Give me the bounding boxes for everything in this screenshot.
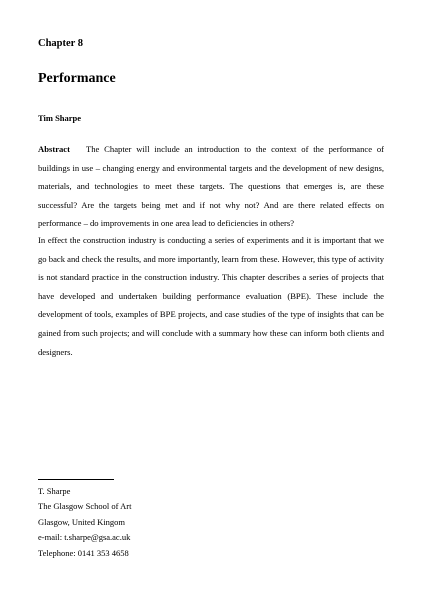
footnote-name: T. Sharpe [38, 486, 71, 496]
footnote-telephone: Telephone: 0141 353 4658 [38, 547, 129, 558]
abstract-label: Abstract [38, 144, 70, 154]
body-paragraph: In effect the construction industry is conducting a series of experiments and it is important that we go back and check the results, and more importantly, learn from these. However, this type of activity is not standard practice in the construction industry. This chapter describes a series of projects that have developed and undertaken building performance evaluation (BPE). These include the development of tools, examples of BPE projects, and case studies of the type of insights that can be gained from such projects; and will conclude with a summary how these can inform both clients and designers. [38, 235, 384, 357]
chapter-label: Chapter 8 [38, 38, 84, 49]
chapter-title: Performance [38, 71, 116, 86]
abstract-paragraph [38, 140, 384, 233]
author-affiliation-footnote [38, 484, 132, 561]
footnote-location: Glasgow, United Kingom [38, 516, 126, 527]
abstract-text: The Chapter will include an introduction to the context of the performance of buildings in use – changing energy and environmental targets and the development of new designs, materials, and technologies to meet these targets. The questions that emerges is, are these successful? Are the targets being met and if not why not? And are there related effects on performance – do improvements in one area lead to deficiencies in others? [38, 144, 384, 229]
footnote-institution: The Glasgow School of Art [38, 501, 132, 512]
footnote-email: e-mail: t.sharpe@gsa.ac.uk [38, 532, 131, 543]
footnote-divider [38, 479, 114, 480]
author-name: Tim Sharpe [38, 113, 82, 123]
